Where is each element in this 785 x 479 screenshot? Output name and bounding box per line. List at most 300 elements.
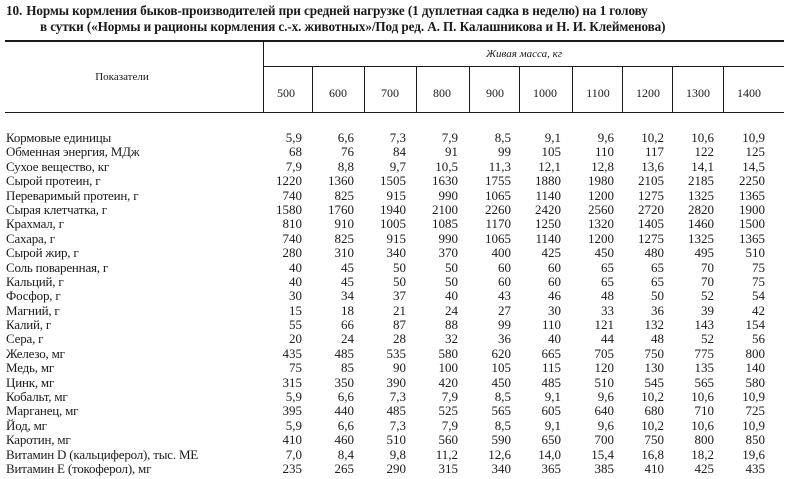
row-label: Переваримый протеин, г bbox=[6, 187, 139, 203]
caption-line-1: Нормы кормления быков-производителей при средней нагрузке (1 дуплетная садка в неделю) на 1 голову bbox=[26, 3, 648, 18]
table-cell: 19,6 bbox=[742, 446, 765, 462]
table-cell: 800 bbox=[745, 345, 765, 361]
table-cell: 1760 bbox=[328, 201, 354, 217]
table-cell: 52 bbox=[701, 288, 714, 304]
table-cell: 390 bbox=[386, 374, 406, 390]
table-row bbox=[0, 160, 785, 174]
table-cell: 915 bbox=[386, 187, 406, 203]
table-cell: 365 bbox=[541, 460, 561, 476]
row-label: Кобальт, мг bbox=[6, 389, 68, 405]
table-cell: 700 bbox=[594, 432, 614, 448]
table-cell: 10,6 bbox=[691, 389, 714, 405]
table-cell: 30 bbox=[548, 302, 561, 318]
table-cell: 60 bbox=[498, 259, 511, 275]
column-divider bbox=[572, 67, 573, 112]
table-cell: 1405 bbox=[638, 216, 664, 232]
table-cell: 40 bbox=[548, 331, 561, 347]
column-divider bbox=[469, 67, 470, 112]
table-cell: 2250 bbox=[739, 173, 765, 189]
table-cell: 6,6 bbox=[337, 389, 354, 405]
table-row bbox=[0, 332, 785, 346]
table-cell: 75 bbox=[752, 273, 765, 289]
table-cell: 52 bbox=[701, 331, 714, 347]
table-cell: 1220 bbox=[276, 173, 302, 189]
column-header-1100: 1100 bbox=[586, 86, 610, 100]
table-row bbox=[0, 347, 785, 361]
column-divider bbox=[622, 67, 623, 112]
table-cell: 14,0 bbox=[538, 446, 561, 462]
table-row bbox=[0, 462, 785, 476]
table-cell: 1365 bbox=[739, 230, 765, 246]
table-cell: 10,9 bbox=[742, 417, 765, 433]
table-row bbox=[0, 376, 785, 390]
table-cell: 6,6 bbox=[337, 417, 354, 433]
table-cell: 385 bbox=[594, 460, 614, 476]
table-cell: 750 bbox=[644, 432, 664, 448]
table-cell: 115 bbox=[541, 360, 561, 376]
table-cell: 44 bbox=[601, 331, 614, 347]
row-label: Железо, мг bbox=[6, 345, 65, 361]
table-cell: 5,9 bbox=[285, 130, 302, 145]
table-cell: 510 bbox=[386, 432, 406, 448]
table-cell: 5,9 bbox=[285, 389, 302, 405]
row-label: Обменная энергия, МДж bbox=[6, 144, 140, 160]
table-cell: 132 bbox=[644, 317, 664, 333]
table-cell: 125 bbox=[745, 144, 765, 160]
column-header-900: 900 bbox=[486, 86, 504, 100]
table-cell: 580 bbox=[438, 345, 458, 361]
table-cell: 2100 bbox=[432, 201, 458, 217]
table-cell: 850 bbox=[745, 432, 765, 448]
table-cell: 14,5 bbox=[742, 158, 765, 174]
table-cell: 9,6 bbox=[597, 130, 614, 145]
table-cell: 65 bbox=[651, 273, 664, 289]
table-cell: 99 bbox=[498, 317, 511, 333]
column-divider bbox=[723, 67, 724, 112]
table-row bbox=[0, 318, 785, 332]
table-cell: 10,5 bbox=[435, 158, 458, 174]
table-cell: 8,5 bbox=[494, 130, 511, 145]
table-cell: 16,8 bbox=[641, 446, 664, 462]
table-cell: 15 bbox=[289, 302, 302, 318]
table-cell: 15,4 bbox=[591, 446, 614, 462]
table-cell: 55 bbox=[289, 317, 302, 333]
table-cell: 110 bbox=[541, 317, 561, 333]
table-cell: 50 bbox=[393, 259, 406, 275]
row-label: Медь, мг bbox=[6, 360, 54, 376]
table-cell: 117 bbox=[644, 144, 664, 160]
table-cell: 560 bbox=[438, 432, 458, 448]
table-cell: 510 bbox=[594, 374, 614, 390]
table-cell: 8,8 bbox=[337, 158, 354, 174]
table-cell: 8,4 bbox=[337, 446, 354, 462]
table-row bbox=[0, 404, 785, 418]
table-cell: 5,9 bbox=[285, 417, 302, 433]
table-cell: 12,8 bbox=[591, 158, 614, 174]
table-cell: 143 bbox=[694, 317, 714, 333]
table-cell: 1275 bbox=[638, 230, 664, 246]
table-cell: 565 bbox=[491, 403, 511, 419]
column-divider bbox=[312, 67, 313, 112]
table-cell: 12,1 bbox=[538, 158, 561, 174]
table-cell: 7,9 bbox=[285, 158, 302, 174]
table-cell: 1460 bbox=[688, 216, 714, 232]
table-row bbox=[0, 304, 785, 318]
table-cell: 70 bbox=[701, 259, 714, 275]
table-cell: 33 bbox=[601, 302, 614, 318]
table-row bbox=[0, 203, 785, 217]
table-row bbox=[0, 390, 785, 404]
table-cell: 480 bbox=[644, 245, 664, 261]
table-cell: 1200 bbox=[588, 230, 614, 246]
row-label: Сухое вещество, кг bbox=[6, 158, 110, 174]
table-cell: 1275 bbox=[638, 187, 664, 203]
table-number: 10. bbox=[6, 3, 23, 18]
table-cell: 90 bbox=[393, 360, 406, 376]
table-cell: 65 bbox=[601, 259, 614, 275]
table-cell: 10,9 bbox=[742, 130, 765, 145]
table-cell: 9,1 bbox=[544, 130, 561, 145]
table-cell: 545 bbox=[644, 374, 664, 390]
table-cell: 620 bbox=[491, 345, 511, 361]
row-label: Сырая клетчатка, г bbox=[6, 201, 107, 217]
table-cell: 680 bbox=[644, 403, 664, 419]
table-cell: 87 bbox=[393, 317, 406, 333]
row-label: Магний, г bbox=[6, 302, 60, 318]
table-cell: 10,2 bbox=[641, 417, 664, 433]
table-cell: 1250 bbox=[535, 216, 561, 232]
table-cell: 46 bbox=[548, 288, 561, 304]
table-cell: 2260 bbox=[485, 201, 511, 217]
table-cell: 36 bbox=[498, 331, 511, 347]
table-cell: 435 bbox=[745, 460, 765, 476]
table-row bbox=[0, 189, 785, 203]
table-cell: 1170 bbox=[485, 216, 511, 232]
table-cell: 34 bbox=[341, 288, 354, 304]
table-cell: 12,6 bbox=[488, 446, 511, 462]
column-header-700: 700 bbox=[381, 86, 399, 100]
row-label: Калий, г bbox=[6, 317, 52, 333]
table-cell: 605 bbox=[541, 403, 561, 419]
table-cell: 1500 bbox=[739, 216, 765, 232]
table-cell: 110 bbox=[594, 144, 614, 160]
table-cell: 1200 bbox=[588, 187, 614, 203]
table-cell: 825 bbox=[334, 230, 354, 246]
table-row bbox=[0, 246, 785, 260]
table-cell: 7,9 bbox=[441, 389, 458, 405]
table-cell: 1980 bbox=[588, 173, 614, 189]
table-cell: 395 bbox=[282, 403, 302, 419]
table-cell: 66 bbox=[341, 317, 354, 333]
table-cell: 50 bbox=[651, 288, 664, 304]
table-cell: 18 bbox=[341, 302, 354, 318]
table-cell: 85 bbox=[341, 360, 354, 376]
table-cell: 1065 bbox=[485, 230, 511, 246]
table-cell: 10,9 bbox=[742, 389, 765, 405]
table-cell: 60 bbox=[498, 273, 511, 289]
table-cell: 84 bbox=[393, 144, 406, 160]
table-cell: 580 bbox=[745, 374, 765, 390]
table-cell: 9,6 bbox=[597, 389, 614, 405]
table-cell: 2105 bbox=[638, 173, 664, 189]
table-cell: 8,5 bbox=[494, 389, 511, 405]
table-caption bbox=[6, 3, 776, 35]
table-cell: 36 bbox=[651, 302, 664, 318]
table-cell: 315 bbox=[438, 460, 458, 476]
table-cell: 340 bbox=[491, 460, 511, 476]
table-cell: 400 bbox=[491, 245, 511, 261]
table-cell: 485 bbox=[386, 403, 406, 419]
table-cell: 39 bbox=[701, 302, 714, 318]
table-cell: 130 bbox=[644, 360, 664, 376]
table-cell: 32 bbox=[445, 331, 458, 347]
table-cell: 65 bbox=[601, 273, 614, 289]
table-row bbox=[0, 261, 785, 275]
table-cell: 495 bbox=[694, 245, 714, 261]
table-cell: 800 bbox=[694, 432, 714, 448]
table-cell: 235 bbox=[282, 460, 302, 476]
table-cell: 370 bbox=[438, 245, 458, 261]
table-cell: 154 bbox=[745, 317, 765, 333]
table-cell: 45 bbox=[341, 273, 354, 289]
row-label: Крахмал, г bbox=[6, 216, 64, 232]
table-cell: 750 bbox=[644, 345, 664, 361]
table-cell: 7,9 bbox=[441, 130, 458, 145]
table-cell: 310 bbox=[334, 245, 354, 261]
row-label: Йод, мг bbox=[6, 417, 47, 433]
table-cell: 425 bbox=[541, 245, 561, 261]
table-cell: 24 bbox=[341, 331, 354, 347]
table-cell: 740 bbox=[282, 230, 302, 246]
table-row bbox=[0, 275, 785, 289]
table-cell: 54 bbox=[752, 288, 765, 304]
column-header-1200: 1200 bbox=[636, 86, 660, 100]
table-cell: 48 bbox=[601, 288, 614, 304]
table-cell: 1365 bbox=[739, 187, 765, 203]
table-cell: 350 bbox=[334, 374, 354, 390]
header-bottom-rule bbox=[5, 112, 784, 113]
row-label: Витамин D (кальциферол), тыс. МЕ bbox=[6, 446, 199, 462]
table-cell: 88 bbox=[445, 317, 458, 333]
table-row bbox=[0, 448, 785, 462]
table-cell: 705 bbox=[594, 345, 614, 361]
table-cell: 60 bbox=[548, 259, 561, 275]
table-cell: 1140 bbox=[535, 187, 561, 203]
table-cell: 1755 bbox=[485, 173, 511, 189]
table-row bbox=[0, 361, 785, 375]
table-cell: 2420 bbox=[535, 201, 561, 217]
row-label: Витамин Е (токоферол), мг bbox=[6, 460, 152, 476]
row-label: Сырой протеин, г bbox=[6, 173, 101, 189]
table-cell: 740 bbox=[282, 187, 302, 203]
table-cell: 290 bbox=[386, 460, 406, 476]
table-cell: 76 bbox=[341, 144, 354, 160]
row-label: Сахара, г bbox=[6, 230, 55, 246]
table-cell: 1085 bbox=[432, 216, 458, 232]
table-cell: 590 bbox=[491, 432, 511, 448]
table-cell: 100 bbox=[438, 360, 458, 376]
row-label: Кальций, г bbox=[6, 273, 64, 289]
table-cell: 535 bbox=[386, 345, 406, 361]
table-cell: 1900 bbox=[739, 201, 765, 217]
table-cell: 2185 bbox=[688, 173, 714, 189]
table-cell: 9,1 bbox=[544, 389, 561, 405]
table-cell: 7,3 bbox=[389, 389, 406, 405]
table-cell: 1580 bbox=[276, 201, 302, 217]
table-cell: 410 bbox=[282, 432, 302, 448]
column-divider bbox=[364, 67, 365, 112]
column-header-1400: 1400 bbox=[737, 86, 761, 100]
table-cell: 28 bbox=[393, 331, 406, 347]
table-row bbox=[0, 174, 785, 188]
table-cell: 450 bbox=[594, 245, 614, 261]
table-cell: 1360 bbox=[328, 173, 354, 189]
table-cell: 18,2 bbox=[691, 446, 714, 462]
table-cell: 1630 bbox=[432, 173, 458, 189]
table-row bbox=[0, 232, 785, 246]
table-cell: 1320 bbox=[588, 216, 614, 232]
table-cell: 20 bbox=[289, 331, 302, 347]
table-cell: 99 bbox=[498, 144, 511, 160]
table-cell: 420 bbox=[438, 374, 458, 390]
table-cell: 485 bbox=[334, 345, 354, 361]
table-cell: 68 bbox=[289, 144, 302, 160]
table-cell: 440 bbox=[334, 403, 354, 419]
table-cell: 915 bbox=[386, 230, 406, 246]
table-cell: 10,6 bbox=[691, 417, 714, 433]
column-divider bbox=[416, 67, 417, 112]
row-label: Кормовые единицы bbox=[6, 130, 112, 145]
table-cell: 13,6 bbox=[641, 158, 664, 174]
table-cell: 50 bbox=[393, 273, 406, 289]
column-header-1000: 1000 bbox=[533, 86, 557, 100]
table-cell: 265 bbox=[334, 460, 354, 476]
table-cell: 650 bbox=[541, 432, 561, 448]
table-cell: 315 bbox=[282, 374, 302, 390]
table-cell: 1005 bbox=[380, 216, 406, 232]
table-cell: 710 bbox=[694, 403, 714, 419]
table-cell: 8,5 bbox=[494, 417, 511, 433]
table-cell: 1140 bbox=[535, 230, 561, 246]
table-cell: 640 bbox=[594, 403, 614, 419]
row-label: Соль поваренная, г bbox=[6, 259, 109, 275]
table-cell: 30 bbox=[289, 288, 302, 304]
table-cell: 70 bbox=[701, 273, 714, 289]
table-cell: 75 bbox=[752, 259, 765, 275]
table-cell: 10,6 bbox=[691, 130, 714, 145]
table-row bbox=[0, 217, 785, 231]
table-cell: 775 bbox=[694, 345, 714, 361]
table-cell: 50 bbox=[445, 259, 458, 275]
table-cell: 10,2 bbox=[641, 130, 664, 145]
table-cell: 1940 bbox=[380, 201, 406, 217]
table-cell: 50 bbox=[445, 273, 458, 289]
table-cell: 105 bbox=[541, 144, 561, 160]
table-cell: 665 bbox=[541, 345, 561, 361]
table-cell: 65 bbox=[651, 259, 664, 275]
table-cell: 9,8 bbox=[389, 446, 406, 462]
table-cell: 2720 bbox=[638, 201, 664, 217]
table-top-rule bbox=[5, 40, 784, 42]
table-cell: 525 bbox=[438, 403, 458, 419]
table-cell: 1505 bbox=[380, 173, 406, 189]
row-header-label: Показатели bbox=[95, 71, 149, 83]
table-cell: 105 bbox=[491, 360, 511, 376]
table-cell: 43 bbox=[498, 288, 511, 304]
table-cell: 6,6 bbox=[337, 130, 354, 145]
table-cell: 120 bbox=[594, 360, 614, 376]
table-cell: 7,9 bbox=[441, 417, 458, 433]
table-cell: 27 bbox=[498, 302, 511, 318]
column-header-600: 600 bbox=[329, 86, 347, 100]
table-cell: 40 bbox=[445, 288, 458, 304]
table-row bbox=[0, 419, 785, 433]
table-cell: 42 bbox=[752, 302, 765, 318]
table-cell: 450 bbox=[491, 374, 511, 390]
table-cell: 48 bbox=[651, 331, 664, 347]
table-row bbox=[0, 145, 785, 159]
table-cell: 7,3 bbox=[389, 417, 406, 433]
table-cell: 121 bbox=[594, 317, 614, 333]
group-header-label: Живая масса, кг bbox=[485, 48, 563, 60]
row-label: Марганец, мг bbox=[6, 403, 79, 419]
table-cell: 1325 bbox=[688, 187, 714, 203]
table-cell: 11,3 bbox=[488, 158, 511, 174]
table-cell: 21 bbox=[393, 302, 406, 318]
caption-line-2: в сутки («Нормы и рационы кормления с.-х. животных»/Под ред. А. П. Калашникова и Н. И. Клейменова) bbox=[40, 19, 666, 34]
table-cell: 510 bbox=[745, 245, 765, 261]
table-cell: 7,0 bbox=[285, 446, 302, 462]
table-cell: 2560 bbox=[588, 201, 614, 217]
table-cell: 565 bbox=[694, 374, 714, 390]
table-cell: 485 bbox=[541, 374, 561, 390]
table-cell: 410 bbox=[644, 460, 664, 476]
table-cell: 11,2 bbox=[435, 446, 458, 462]
table-cell: 40 bbox=[289, 259, 302, 275]
row-label: Сырой жир, г bbox=[6, 245, 79, 261]
table-cell: 2820 bbox=[688, 201, 714, 217]
table-cell: 425 bbox=[694, 460, 714, 476]
column-header-1300: 1300 bbox=[686, 86, 710, 100]
table-body bbox=[0, 131, 785, 476]
table-cell: 340 bbox=[386, 245, 406, 261]
table-cell: 435 bbox=[282, 345, 302, 361]
table-cell: 37 bbox=[393, 288, 406, 304]
table-cell: 1065 bbox=[485, 187, 511, 203]
table-cell: 7,3 bbox=[389, 130, 406, 145]
row-label: Сера, г bbox=[6, 331, 44, 347]
table-cell: 135 bbox=[694, 360, 714, 376]
table-cell: 60 bbox=[548, 273, 561, 289]
table-cell: 40 bbox=[289, 273, 302, 289]
table-row bbox=[0, 131, 785, 145]
column-header-800: 800 bbox=[433, 86, 451, 100]
table-cell: 9,6 bbox=[597, 417, 614, 433]
mass-group-rule bbox=[264, 66, 784, 67]
row-label: Цинк, мг bbox=[6, 374, 55, 390]
table-cell: 9,7 bbox=[389, 158, 406, 174]
row-label: Фосфор, г bbox=[6, 288, 61, 304]
table-cell: 140 bbox=[745, 360, 765, 376]
table-cell: 910 bbox=[334, 216, 354, 232]
table-cell: 990 bbox=[438, 187, 458, 203]
table-cell: 24 bbox=[445, 302, 458, 318]
column-divider bbox=[519, 67, 520, 112]
table-cell: 810 bbox=[282, 216, 302, 232]
table-cell: 1325 bbox=[688, 230, 714, 246]
table-cell: 122 bbox=[694, 144, 714, 160]
table-cell: 725 bbox=[745, 403, 765, 419]
